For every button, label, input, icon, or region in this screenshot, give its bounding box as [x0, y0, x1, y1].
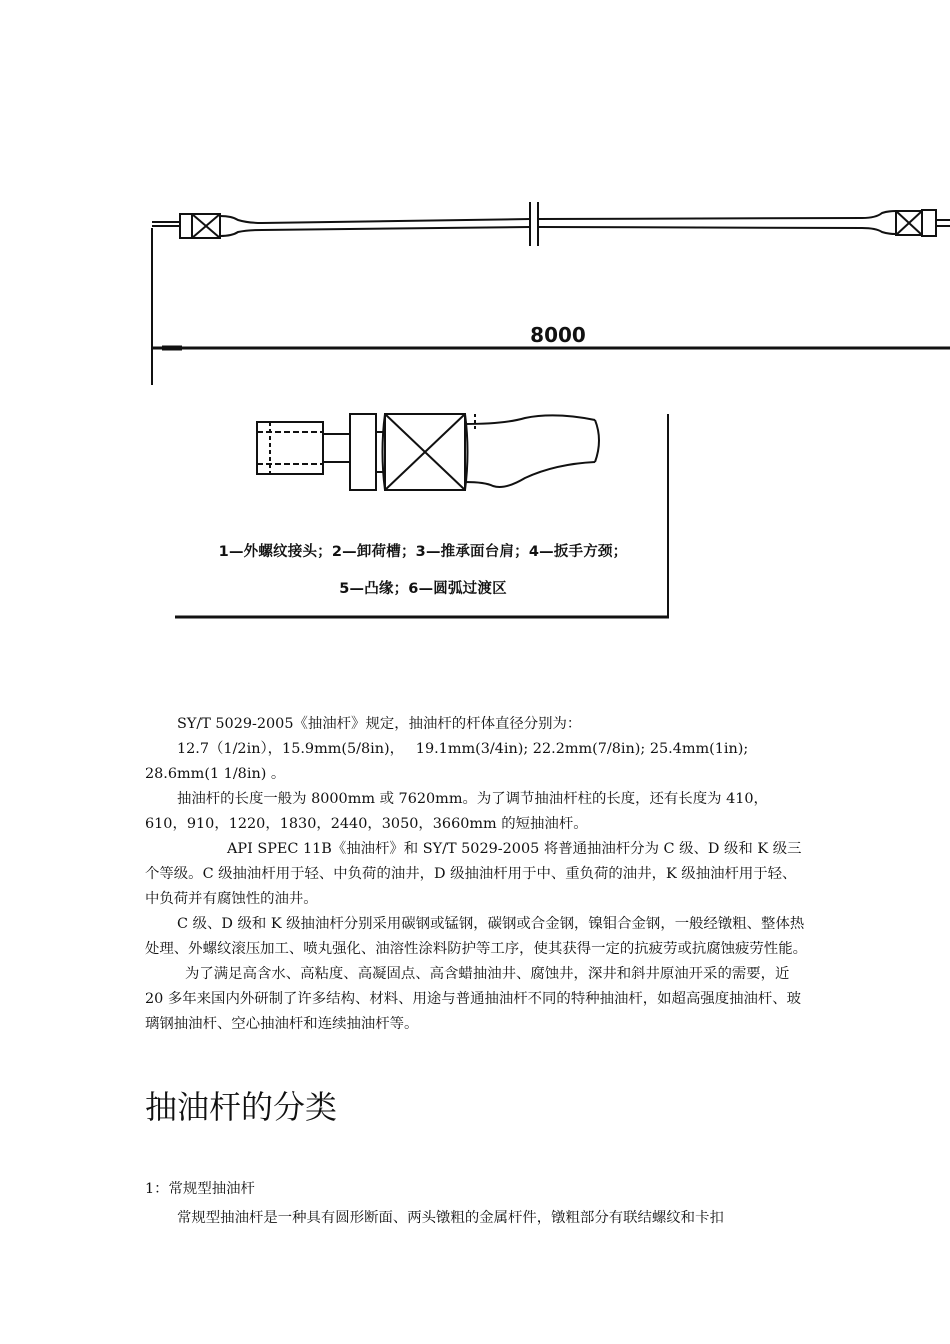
section-heading: 抽油杆的分类 — [145, 1088, 338, 1126]
paragraph-length: 抽油杆的长度一般为 8000mm 或 7620mm。为了调节抽油杆柱的长度，还有长度为 410，610，910，1220，1830，2440，3050，3660mm 的短抽油杆。 — [145, 791, 768, 832]
paragraph-grades: API SPEC 11B《抽油杆》和 SY/T 5029-2005 将普通抽油杆分为 C 级、D 级和 K 级三个等级。C 级抽油杆用于轻、中负荷的油井，D 级抽油杆用于中、重负荷的油井，K 级抽油杆用于轻、中负荷并有腐蚀性的油井。 — [145, 841, 802, 907]
body-text — [145, 712, 807, 1037]
subsection-text: 常规型抽油杆是一种具有圆形断面、两头镦粗的金属杆件，镦粗部分有联结螺纹和卡扣 — [177, 1210, 724, 1226]
figure-caption-line1: 1—外螺纹接头；2—卸荷槽；3—推承面台肩；4—扳手方颈； — [218, 544, 628, 560]
sucker-rod-drawing — [0, 190, 950, 390]
paragraph-diameters: 12.7（1/2in），15.9mm(5/8in)， 19.1mm(3/4in); 22.2mm(7/8in); 25.4mm(1in); 28.6mm(1 1/8in) 。 — [145, 741, 749, 782]
paragraph-special-rods: 为了满足高含水、高粘度、高凝固点、高含蜡抽油井、腐蚀井，深井和斜井原油开采的需要，近 20 多年来国内外研制了许多结构、材料、用途与普通抽油杆不同的特种抽油杆，如超高强度抽油杆、玻璃钢抽油杆、空心抽油杆和连续抽油杆等。 — [145, 966, 802, 1032]
subsection-title: 1：常规型抽油杆 — [145, 1181, 255, 1197]
rod-end-detail-figure — [175, 412, 671, 622]
paragraph-standard: SY/T 5029-2005《抽油杆》规定，抽油杆的杆体直径分别为： — [177, 716, 582, 732]
paragraph-materials: C 级、D 级和 K 级抽油杆分别采用碳钢或锰钢，碳钢或合金钢，镍钼合金钢，一般经镦粗、整体热处理、外螺纹滚压加工、喷丸强化、油溶性涂料防护等工序，使其获得一定的抗疲劳或抗腐蚀疲劳性能。 — [145, 916, 807, 957]
dimension-label: 8000 — [530, 323, 586, 347]
figure-caption-line2: 5—凸缘；6—圆弧过渡区 — [339, 581, 507, 597]
section-conventional — [145, 1175, 807, 1233]
